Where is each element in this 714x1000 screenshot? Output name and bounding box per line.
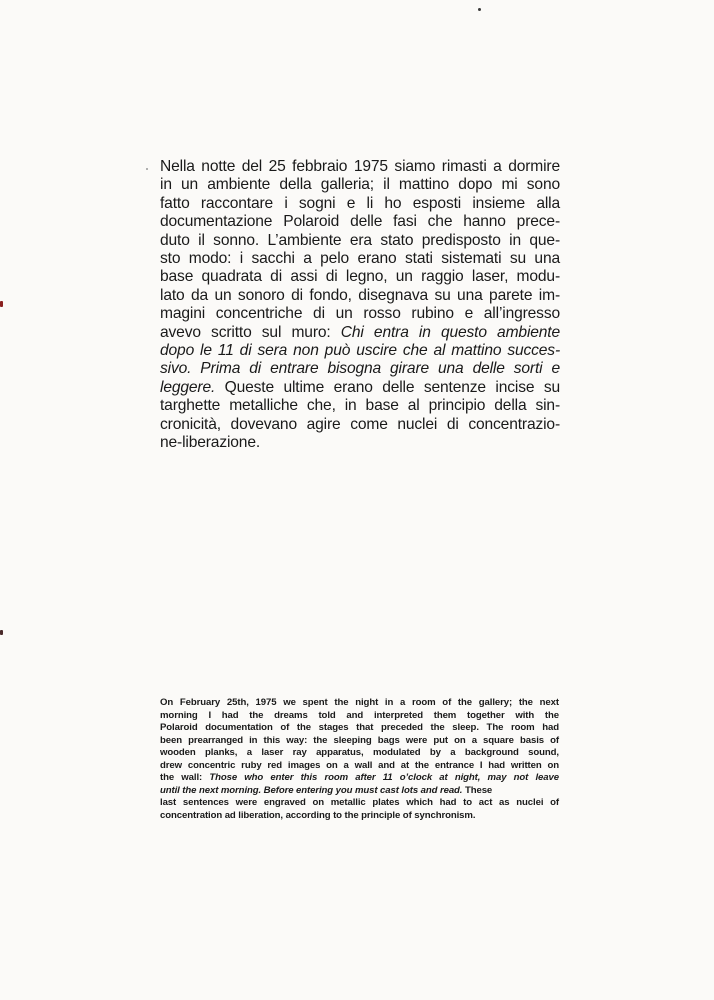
text-segment: morning I had the dreams told and interpreted them together with the — [160, 709, 559, 721]
text-line — [160, 760, 559, 773]
english-paragraph — [160, 697, 559, 822]
text-segment: Queste ultime erano delle sentenze incise su — [215, 378, 560, 396]
text-line — [160, 195, 560, 213]
text-line — [160, 747, 559, 760]
text-segment: sto modo: i sacchi a pelo erano stati sistemati su una — [160, 250, 560, 268]
text-line — [160, 810, 559, 823]
text-segment: duto il sonno. L’ambiente era stato predisposto in que- — [160, 231, 560, 249]
text-line — [160, 697, 559, 710]
text-segment: wooden planks, a laser ray apparatus, modulated by a background sound, — [160, 747, 559, 758]
text-line — [160, 735, 559, 748]
text-line — [160, 305, 560, 323]
text-segment: targhette metalliche che, in base al principio della sin- — [160, 397, 560, 415]
text-line — [160, 710, 559, 723]
italic-text-segment: Chi entra in questo ambiente — [340, 323, 561, 341]
text-segment: concentration ad liberation, according to the principle of synchronism. — [160, 809, 476, 821]
text-line — [160, 324, 560, 342]
text-line — [160, 360, 560, 378]
text-segment: Nella notte del 25 febbraio 1975 siamo rimasti a dormire — [160, 158, 560, 175]
text-segment: documentazione Polaroid delle fasi che hanno prece- — [160, 213, 560, 231]
text-segment: drew concentric ruby red images on a wall and at the entrance I had written on — [160, 759, 559, 771]
text-line — [160, 379, 560, 397]
text-line — [160, 342, 560, 360]
text-segment: last sentences were engraved on metallic plates which had to act as nuclei of — [160, 797, 559, 808]
italic-text-segment: sivo. Prima di entrare bisogna girare una delle sorti e — [160, 360, 560, 378]
text-line — [160, 785, 559, 798]
italian-paragraph — [160, 158, 560, 453]
text-segment: been prearranged in this way: the sleeping bags were put on a square basis of — [160, 734, 559, 746]
italic-text-segment: until the next morning. Before entering you must cast lots and read. — [160, 784, 463, 796]
text-line — [160, 722, 559, 735]
speck-mark — [478, 8, 481, 11]
text-line — [160, 176, 560, 194]
text-line — [160, 268, 560, 286]
text-segment: base quadrata di assi di legno, un raggio laser, modu- — [160, 268, 560, 286]
text-segment: lato da un sonoro di fondo, disegnava su una parete im- — [160, 286, 560, 304]
text-segment: cronicità, dovevano agire come nuclei di concentrazio- — [160, 415, 560, 433]
speck-mark — [146, 168, 148, 170]
text-segment: magini concentriche di un rosso rubino e all’ingresso — [160, 305, 560, 323]
text-line — [160, 158, 560, 176]
italic-text-segment: Those who enter this room after 11 o’clock at night, may not leave — [209, 772, 559, 783]
binding-hole-mark — [0, 301, 3, 307]
italic-text-segment: leggere. — [160, 378, 216, 396]
text-line — [160, 772, 559, 785]
text-line — [160, 213, 560, 231]
binding-hole-mark — [0, 630, 3, 635]
text-segment: in un ambiente della galleria; il mattino dopo mi sono — [160, 176, 560, 194]
text-line — [160, 287, 560, 305]
text-line — [160, 397, 560, 415]
text-segment: the wall: — [160, 772, 210, 783]
text-line — [160, 250, 560, 268]
text-line — [160, 232, 560, 250]
italic-text-segment: dopo le 11 di sera non può uscire che al mattino succes- — [160, 342, 560, 360]
text-segment: avevo scritto sul muro: — [160, 323, 341, 341]
text-line — [160, 416, 560, 434]
text-segment: Polaroid documentation of the stages that preceded the sleep. The room had — [160, 722, 559, 733]
text-segment: fatto raccontare i sogni e li ho esposti insieme alla — [160, 194, 560, 212]
text-segment: These — [462, 784, 493, 796]
text-line — [160, 797, 559, 810]
text-segment: On February 25th, 1975 we spent the night in a room of the gallery; the next — [160, 697, 559, 708]
text-segment: ne-liberazione. — [160, 434, 261, 452]
text-line — [160, 434, 560, 452]
